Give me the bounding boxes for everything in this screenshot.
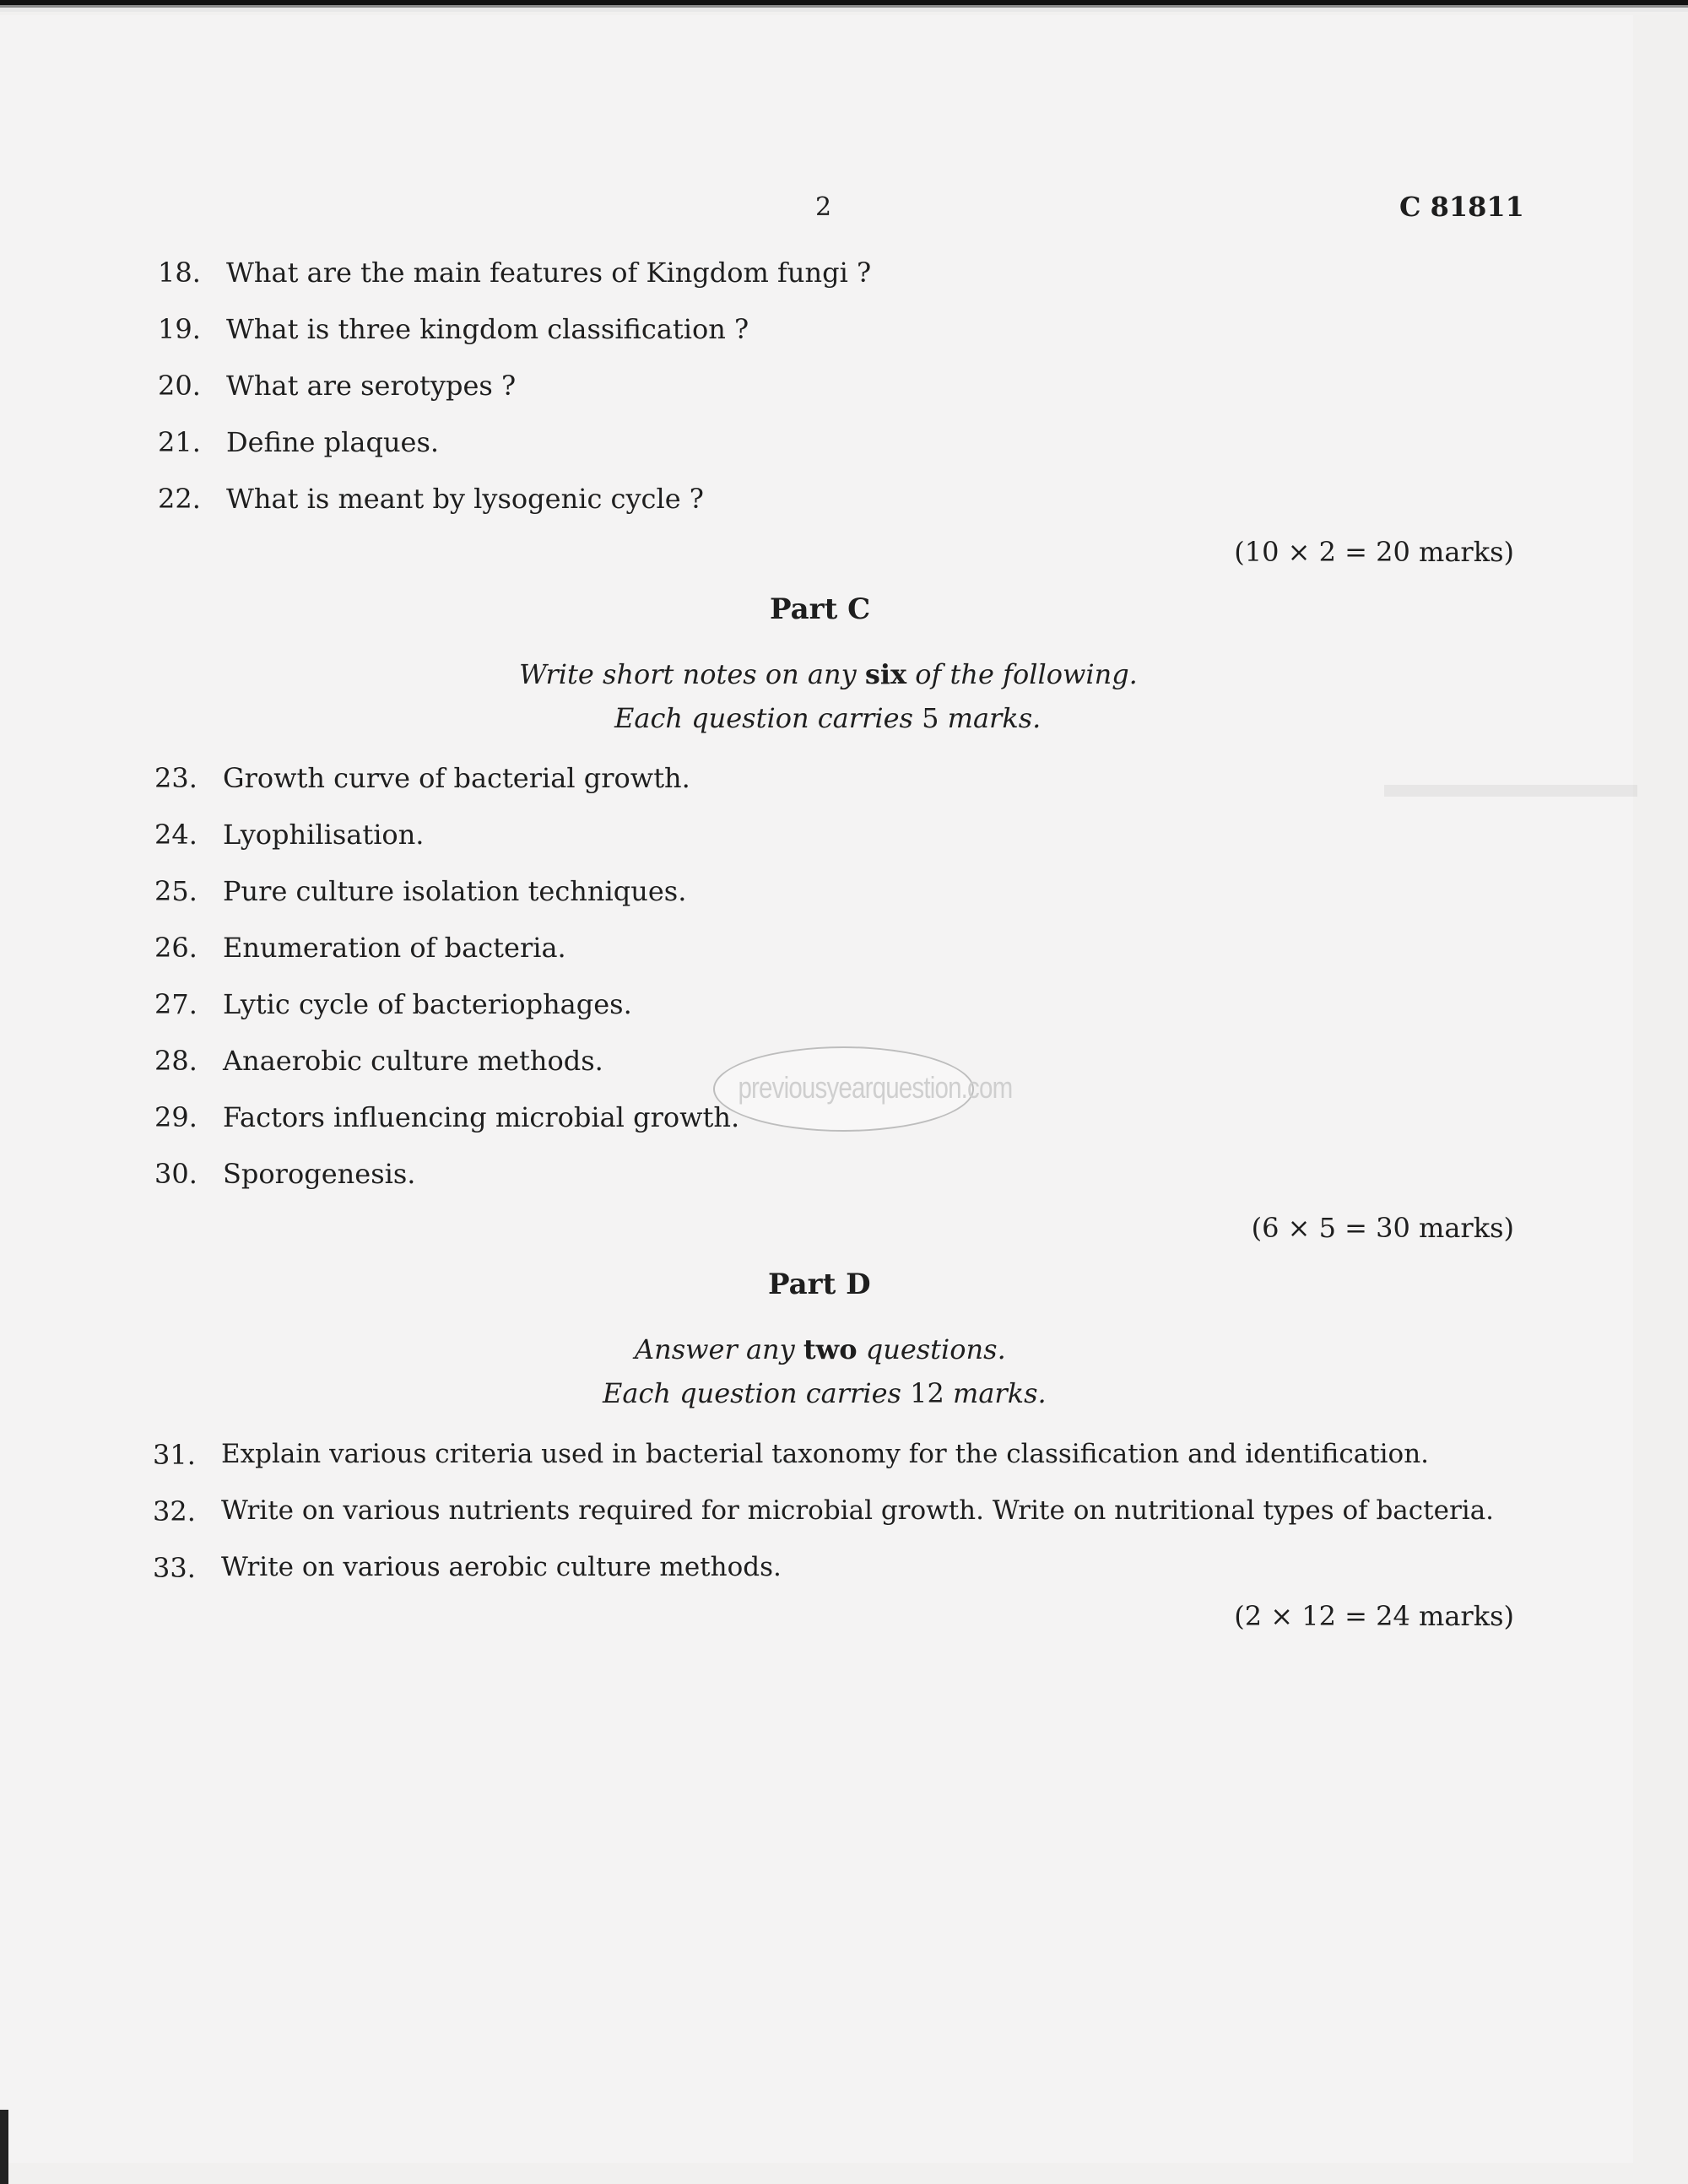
scan-left-edge (0, 2110, 8, 2184)
question-text: Sporogenesis. (223, 1158, 416, 1190)
question-number: 24. (154, 819, 197, 851)
watermark: previousyearquestion.com (713, 1046, 974, 1132)
question-number: 32. (153, 1495, 196, 1527)
question-text: Define plaques. (226, 426, 440, 458)
part-c-instruction: Write short notes on any six of the following. (519, 658, 1138, 690)
question-number: 18. (158, 257, 201, 289)
part-d-marks: (2 × 12 = 24 marks) (1234, 1600, 1514, 1632)
question-text: Growth curve of bacterial growth. (223, 762, 690, 794)
question-text: What is three kingdom classification ? (226, 313, 749, 345)
question-number: 25. (154, 875, 197, 907)
question-number: 27. (154, 988, 197, 1020)
part-d-marks-instruction: Each question carries 12 marks. (603, 1377, 1047, 1409)
question-number: 22. (158, 483, 201, 515)
question-text: Lyophilisation. (223, 819, 425, 851)
part-c-marks: (6 × 5 = 30 marks) (1251, 1212, 1514, 1244)
question-text: What are the main features of Kingdom fungi ? (226, 257, 872, 289)
question-text: Factors influencing microbial growth. (223, 1101, 740, 1133)
question-number: 26. (154, 932, 197, 964)
part-d-title: Part D (768, 1268, 871, 1301)
scan-top-edge (0, 0, 1688, 12)
page-number: 2 (815, 192, 832, 222)
part-b-marks: (10 × 2 = 20 marks) (1234, 536, 1514, 568)
question-number: 23. (154, 762, 197, 794)
question-number: 29. (154, 1101, 197, 1133)
question-number: 30. (154, 1158, 197, 1190)
question-text: Explain various criteria used in bacterial taxonomy for the classification and identification. (221, 1439, 1430, 1469)
question-number: 21. (158, 426, 201, 458)
bleed-through-mark (1384, 785, 1637, 797)
part-c-title: Part C (770, 592, 871, 626)
question-text: Write on various nutrients required for microbial growth. Write on nutritional types of bacteria. (221, 1495, 1495, 1526)
question-number: 20. (158, 370, 201, 402)
question-number: 19. (158, 313, 201, 345)
question-text: Lytic cycle of bacteriophages. (223, 988, 632, 1020)
question-number: 28. (154, 1045, 197, 1077)
paper-code: C 81811 (1399, 191, 1524, 223)
part-d-instruction: Answer any two questions. (635, 1333, 1006, 1365)
question-text: Pure culture isolation techniques. (223, 875, 687, 907)
question-text: Enumeration of bacteria. (223, 932, 566, 964)
question-number: 31. (153, 1439, 196, 1471)
question-number: 33. (153, 1552, 196, 1584)
question-text: What is meant by lysogenic cycle ? (226, 483, 704, 515)
question-text: What are serotypes ? (226, 370, 517, 402)
part-c-marks-instruction: Each question carries 5 marks. (614, 702, 1041, 734)
question-text: Write on various aerobic culture methods. (221, 1552, 782, 1582)
question-text: Anaerobic culture methods. (223, 1045, 603, 1077)
